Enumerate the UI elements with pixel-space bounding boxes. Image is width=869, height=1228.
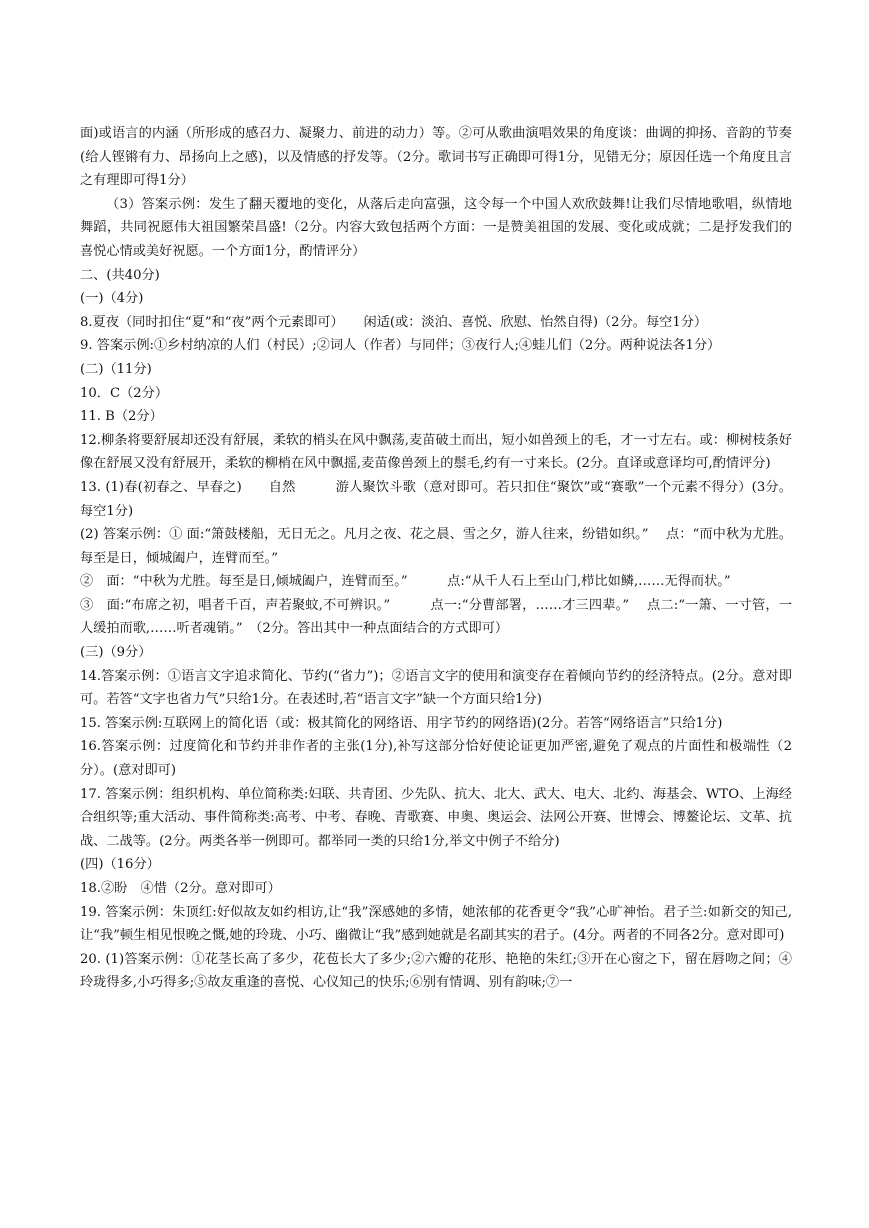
- answer-14: 14.答案示例：①语言文字追求简化、节约(“省力”)；②语言文字的使用和演变存在着倾向节约的经济特点。(2分。意对即可。若答“文字也省力气”只给1分。在表述时,若“语言文字”缺一个方面只给1分): [80, 668, 792, 708]
- answer-13-part-2-example-3: ③ 面:“布席之初，唱者千百，声若聚蚊,不可辨识。” 点一:“分曹部署，……才三四辈。” 点二:“一箫、一寸管，一人缓拍而歌,……听者魂销。” （2分。答出其中一种点面结合的方式即可）: [80, 597, 792, 637]
- answer-19: 19. 答案示例：朱顶红:好似故友如约相访,让“我”深感她的多情，她浓郁的花香更令“我”心旷神怡。君子兰:如新交的知己,让“我”顿生相见恨晚之慨,她的玲珑、小巧、幽微让“我”感到她就是名副其实的君子。(4分。两者的不同各2分。意对即可): [80, 904, 792, 944]
- answer-key-document: [80, 122, 792, 995]
- answer-13-part-1: 13. (1)春(初春之、早春之) 自然 游人聚饮斗歌（意对即可。若只扣住“聚饮”或“赛歌”一个元素不得分）(3分。每空1分): [80, 479, 792, 519]
- subsection-heading-4: (四)（16分）: [80, 857, 160, 873]
- answer-18: 18.②盼 ④惜（2分。意对即可）: [80, 881, 281, 896]
- paragraph-question-2-continued: 面)或语言的内涵（所形成的感召力、凝聚力、前进的动力）等。②可从歌曲演唱效果的角度谈：曲调的抑扬、音韵的节奏(给人铿锵有力、昂扬向上之感)，以及情感的抒发等。（2分。歌词书写正确即可得1分，见错无分；原因任选一个角度且言之有理即可得1分）: [80, 126, 792, 189]
- answer-12: 12.柳条将要舒展却还没有舒展，柔软的梢头在风中飘荡,麦苗破土而出，短小如兽颈上的毛，才一寸左右。或：柳树枝条好像在舒展又没有舒展开，柔软的柳梢在风中飘摇,麦苗像兽颈上的鬃毛,约有一寸来长。(2分。直译或意译均可,酌情评分): [80, 432, 792, 472]
- subsection-heading-1: (一)（4分): [80, 291, 144, 307]
- answer-15: 15. 答案示例:互联网上的简化语（或：极其简化的网络语、用字节约的网络语)(2分。若答“网络语言”只给1分): [80, 715, 723, 731]
- paragraph-question-3-answer: （3）答案示例：发生了翻天覆地的变化，从落后走向富强，这令每一个中国人欢欣鼓舞!让我们尽情地歌唱，纵情地舞蹈，共同祝愿伟大祖国繁荣昌盛!（2分。内容大致包括两个方面：一是赞美祖国的发展、变化或成就；二是抒发我们的喜悦心情或美好祝愿。一个方面1分，酌情评分）: [80, 196, 792, 259]
- answer-9: 9. 答案示例:①乡村纳凉的人们（村民）;②词人（作者）与同伴；③夜行人;④蛙儿们（2分。两种说法各1分）: [80, 338, 721, 354]
- answer-17: 17. 答案示例：组织机构、单位简称类:妇联、共青团、少先队、抗大、北大、武大、电大、北约、海基会、WTO、上海经合组织等;重大活动、事件简称类:高考、中考、春晚、青歌赛、申奥、奥运会、法网公开赛、世博会、博鳌论坛、文革、抗战、二战等。(2分。两类各举一例即可。都举同一类的只给1分,举文中例子不给分): [80, 786, 792, 849]
- answer-11: 11. B（2分）: [80, 409, 163, 425]
- answer-13-part-2-example-2: ② 面：“中秋为尤胜。每至是日,倾城阖户，连臂而至。” 点:“从千人石上至山门,栉比如鳞,……无得而状。”: [80, 574, 731, 590]
- answer-16: 16.答案示例：过度简化和节约并非作者的主张(1分),补写这部分恰好使论证更加严密,避免了观点的片面性和极端性（2分）。(意对即可): [80, 739, 792, 779]
- subsection-heading-2: (二)（11分): [80, 361, 152, 377]
- answer-8: 8.夏夜（同时扣住“夏”和“夜”两个元素即可） 闲适(或：淡泊、喜悦、欣慰、怡然自得)（2分。每空1分）: [80, 314, 708, 330]
- answer-10: 10．C（2分）: [80, 385, 169, 401]
- answer-20: 20. (1)答案示例：①花茎长高了多少，花苞长大了多少;②六瓣的花形、艳艳的朱红;③开在心窗之下，留在唇吻之间；④玲珑得多,小巧得多;⑤故友重逢的喜悦、心仪知己的快乐;⑥别有情调、别有韵味;⑦一: [80, 951, 792, 991]
- answer-13-part-2-example-1: (2) 答案示例：① 面:“箫鼓楼船，无日无之。凡月之夜、花之晨、雪之夕，游人往来，纷错如织。” 点：“而中秋为尤胜。每至是日，倾城阖户，连臂而至。”: [80, 527, 792, 566]
- section-heading-2: 二、(共40分): [80, 267, 160, 283]
- subsection-heading-3: (三)（9分）: [80, 645, 152, 661]
